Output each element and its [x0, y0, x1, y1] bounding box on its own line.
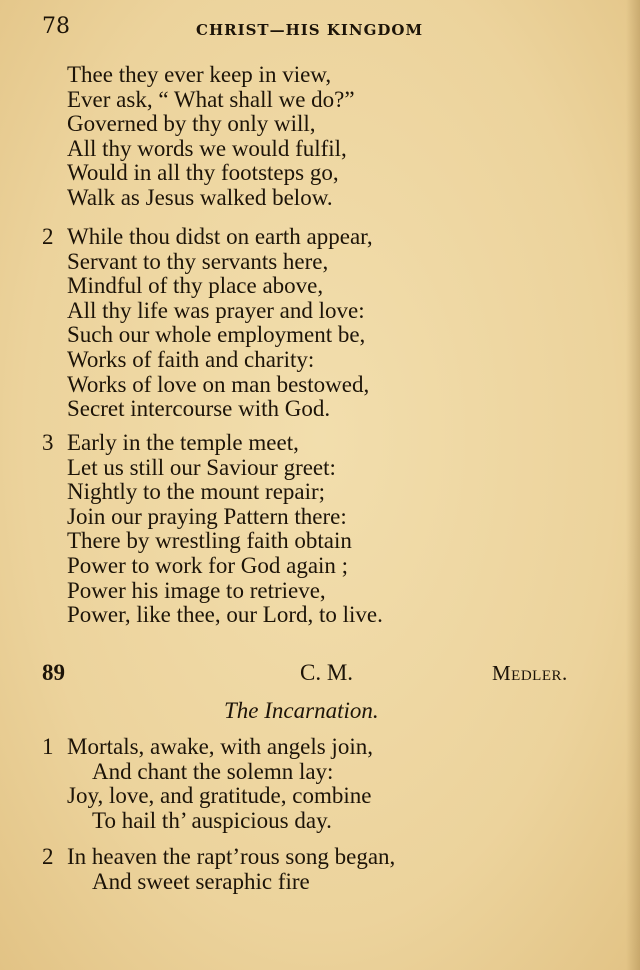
stanza-2 — [0, 225, 640, 422]
stanza-3 — [0, 431, 640, 628]
running-head: CHRIST—HIS KINGDOM — [196, 21, 424, 39]
verse-line: Governed by thy only will, — [67, 111, 316, 137]
stanza-number: 1 — [42, 734, 54, 759]
stanza-continued — [0, 63, 640, 211]
verse-line: Mindful of thy place above, — [67, 273, 324, 299]
verse-line: Power his image to retrieve, — [67, 577, 326, 603]
page-number: 78 — [42, 14, 70, 39]
verse-line: There by wrestling faith obtain — [67, 528, 352, 554]
verse-line: Would in all thy footsteps go, — [67, 160, 339, 186]
verse-line: And sweet seraphic fire — [92, 868, 310, 894]
hymn-title: The Incarnation. — [224, 698, 379, 723]
verse-line: To hail th’ auspicious day. — [92, 807, 332, 833]
verse-line: Power to work for God again ; — [67, 552, 349, 578]
hymn-meter: C. M. — [300, 660, 354, 685]
verse-line: Thee they ever keep in view, — [67, 62, 332, 87]
verse-line: 1 Mortals, awake, with angels join, — [42, 734, 373, 759]
verse-line: And chant the solemn lay: — [92, 758, 334, 784]
verse-line: Secret intercourse with God. — [67, 396, 331, 422]
verse-line: Servant to thy servants here, — [67, 248, 329, 274]
stanza-number: 2 — [42, 844, 54, 869]
verse-line: All thy life was prayer and love: — [67, 297, 365, 323]
verse-line: Joy, love, and gratitude, combine — [67, 783, 372, 809]
verse-line: Join our praying Pattern there: — [67, 503, 347, 529]
verse-line: All thy words we would fulfil, — [67, 135, 347, 161]
verse-line: 2 In heaven the rapt’rous song began, — [42, 844, 396, 869]
hymn89-stanza-2 — [0, 845, 640, 894]
hymn-number: 89 — [42, 660, 65, 685]
verse-line: 2 While thou didst on earth appear, — [42, 224, 373, 249]
verse-line: Such our whole employment be, — [67, 322, 366, 348]
verse-line: Let us still our Saviour greet: — [67, 454, 336, 480]
verse-line: Works of faith and charity: — [67, 346, 315, 372]
stanza-number: 2 — [42, 224, 54, 249]
verse-line: Walk as Jesus walked below. — [67, 184, 333, 210]
verse-line: Power, like thee, our Lord, to live. — [67, 602, 383, 628]
hymn89-stanza-1 — [0, 735, 640, 833]
hymn-header — [0, 660, 640, 690]
verse-line: Works of love on man bestowed, — [67, 371, 370, 397]
hymn-tune-name: Medler. — [492, 661, 568, 685]
verse-line: Nightly to the mount repair; — [67, 479, 326, 505]
stanza-number: 3 — [42, 430, 54, 455]
verse-line: 3 Early in the temple meet, — [42, 430, 299, 455]
verse-line: Ever ask, “ What shall we do?” — [67, 86, 355, 112]
